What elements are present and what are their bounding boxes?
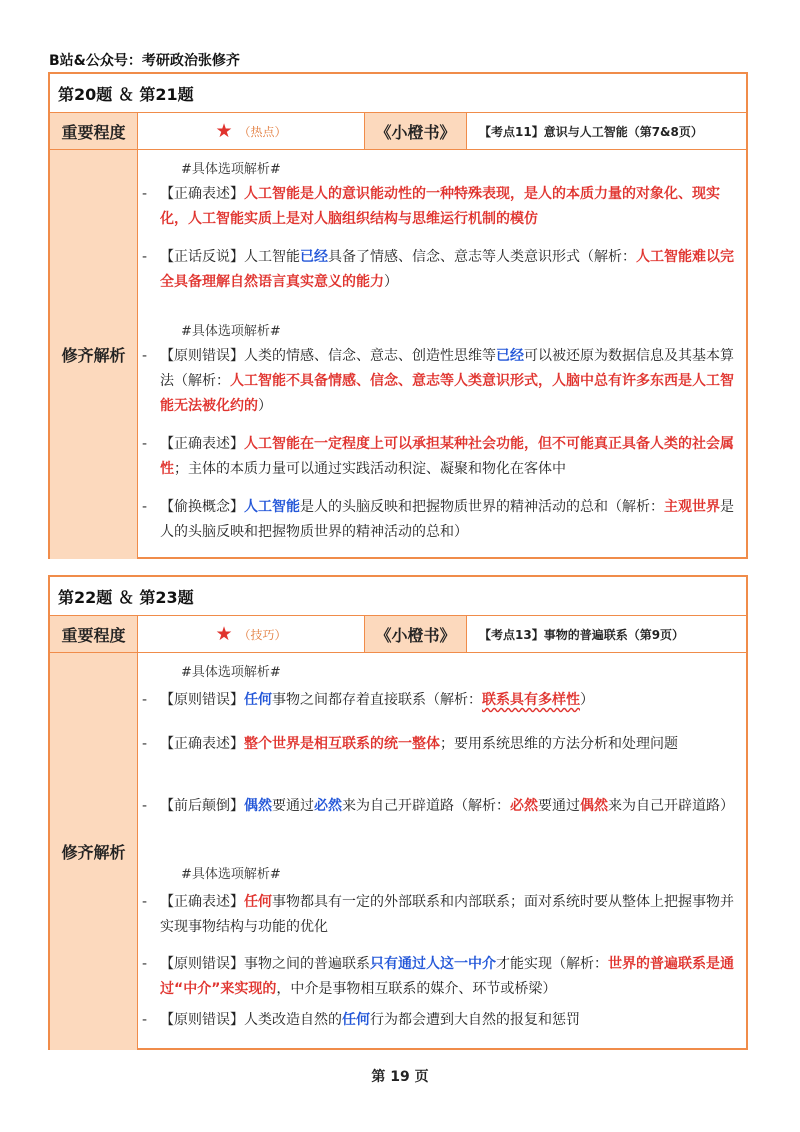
question-block-22-23 (48, 575, 748, 1050)
item-text: 【原则错误】 (160, 692, 244, 708)
item-text: ） (258, 398, 272, 414)
book-label: 《小橙书》 (365, 113, 467, 149)
bullet-dash: - (142, 736, 148, 752)
item-keyword: 任何 (342, 1012, 370, 1028)
importance-row (50, 616, 746, 653)
section-header: #具体选项解析# (181, 665, 281, 680)
item-keyword: 只有通过人这一中介 (370, 956, 496, 972)
item-text: ；要用系统思维的方法分析和处理问题 (440, 736, 678, 752)
block-title: 第22题 ＆ 第23题 (50, 577, 746, 616)
bullet-dash: - (142, 692, 148, 708)
item-text: 事物之间都存着直接联系（解析： (272, 692, 482, 708)
item-highlight: 必然 (510, 798, 538, 814)
item-keyword: 任何 (244, 692, 272, 708)
item-keyword: 人工智能 (244, 499, 300, 515)
bullet-dash: - (142, 249, 148, 265)
item-text: 【原则错误】事物之间的普遍联系 (160, 956, 370, 972)
analysis-row (50, 653, 746, 1050)
list-item (142, 432, 740, 482)
item-text: 要通过 (538, 798, 580, 814)
question-block-20-21 (48, 72, 748, 559)
item-highlight: 主观世界 (664, 499, 720, 515)
hot-tag: （热点） (238, 124, 287, 139)
item-text: 【原则错误】人类改造自然的 (160, 1012, 342, 1028)
list-item (142, 344, 740, 419)
list-item (142, 182, 740, 232)
list-item (142, 1008, 740, 1033)
analysis-content (138, 150, 746, 559)
item-keyword: 已经 (300, 249, 328, 265)
item-text: 【前后颠倒】 (160, 798, 244, 814)
bullet-dash: - (142, 894, 148, 910)
analysis-label: 修齐解析 (50, 653, 138, 1050)
item-text: 【原则错误】人类的情感、信念、意志、创造性思维等 (160, 348, 496, 364)
item-text: ） (580, 692, 594, 708)
item-text: 是人的头脑反映和把握物质世界的精神活动的总和） (160, 499, 734, 540)
item-highlight: 人工智能是人的意识能动性的一种特殊表现，是人的本质力量的对象化、现实化，人工智能实质上是对人脑组织结构与思维运行机制的模仿 (160, 186, 720, 227)
item-keyword: 偶然 (244, 798, 272, 814)
item-text: ） (384, 274, 398, 290)
list-item (142, 952, 740, 1002)
bullet-dash: - (142, 798, 148, 814)
item-highlight: 人工智能难以完全具备理解自然语言真实意义的能力 (160, 249, 734, 290)
item-highlight: 联系具有多样性 (482, 692, 580, 708)
importance-label: 重要程度 (50, 113, 138, 149)
item-text: 【正确表述】 (160, 186, 244, 202)
bullet-dash: - (142, 436, 148, 452)
list-item (142, 495, 740, 545)
block-title: 第20题 ＆ 第21题 (50, 74, 746, 113)
item-text: 要通过 (272, 798, 314, 814)
item-text: 【偷换概念】 (160, 499, 244, 515)
section-header: #具体选项解析# (181, 324, 281, 339)
bullet-dash: - (142, 348, 148, 364)
bullet-dash: - (142, 956, 148, 972)
analysis-content (138, 653, 746, 1050)
list-item (142, 245, 740, 295)
item-highlight: 人工智能在一定程度上可以承担某种社会功能，但不可能真正具备人类的社会属性 (160, 436, 734, 477)
item-text: 【正确表述】 (160, 736, 244, 752)
star-icon: ★ (215, 120, 233, 142)
importance-row (50, 113, 746, 150)
importance-label: 重要程度 (50, 616, 138, 652)
bullet-dash: - (142, 499, 148, 515)
star-icon: ★ (215, 623, 233, 645)
bullet-dash: - (142, 186, 148, 202)
bullet-dash: - (142, 1012, 148, 1028)
section-header: #具体选项解析# (181, 867, 281, 882)
item-text: ；主体的本质力量可以通过实践活动积淀、凝聚和物化在客体中 (174, 461, 566, 477)
importance-rating (138, 616, 365, 652)
item-highlight: 偶然 (580, 798, 608, 814)
analysis-label: 修齐解析 (50, 150, 138, 559)
item-text: ，中介是事物相互联系的媒介、环节或桥梁） (276, 981, 557, 997)
item-text: 来为自己开辟道路） (608, 798, 734, 814)
item-text: 【正确表述】 (160, 436, 244, 452)
page-number: 第 19 页 (371, 1069, 429, 1085)
item-highlight: 人工智能不具备情感、信念、意志等人类意识形式，人脑中总有许多东西是人工智能无法被化约的 (160, 373, 734, 414)
reference-text: 【考点11】意识与人工智能（第7&8页） (479, 124, 703, 139)
item-highlight: 整个世界是相互联系的统一整体 (244, 736, 440, 752)
item-highlight: 世界的普遍联系是通过“中介”来实现的 (160, 956, 734, 997)
importance-rating (138, 113, 365, 149)
reference-text: 【考点13】事物的普遍联系（第9页） (479, 627, 685, 642)
book-label: 《小橙书》 (365, 616, 467, 652)
item-keyword: 必然 (314, 798, 342, 814)
item-text: 【正确表述】 (160, 894, 244, 910)
item-text: 具备了情感、信念、意志等人类意识形式（解析： (328, 249, 636, 265)
item-text: 【正话反说】人工智能 (160, 249, 300, 265)
list-item (142, 794, 740, 819)
list-item (142, 890, 740, 940)
section-header: #具体选项解析# (181, 162, 281, 177)
list-item (142, 688, 740, 713)
list-item (142, 732, 740, 757)
item-text: 才能实现（解析： (496, 956, 608, 972)
item-text: 行为都会遭到大自然的报复和惩罚 (370, 1012, 580, 1028)
item-text: 来为自己开辟道路（解析： (342, 798, 510, 814)
item-text: 事物都具有一定的外部联系和内部联系；面对系统时要从整体上把握事物并实现事物结构与功能的优化 (160, 894, 734, 935)
analysis-row (50, 150, 746, 559)
skill-tag: （技巧） (238, 627, 287, 642)
item-highlight: 任何 (244, 894, 272, 910)
channel-header: B站&公众号：考研政治张修齐 (49, 53, 240, 69)
item-text: 可以被还原为数据信息及其基本算法（解析： (160, 348, 734, 389)
item-keyword: 已经 (496, 348, 524, 364)
item-text: 是人的头脑反映和把握物质世界的精神活动的总和（解析： (300, 499, 664, 515)
